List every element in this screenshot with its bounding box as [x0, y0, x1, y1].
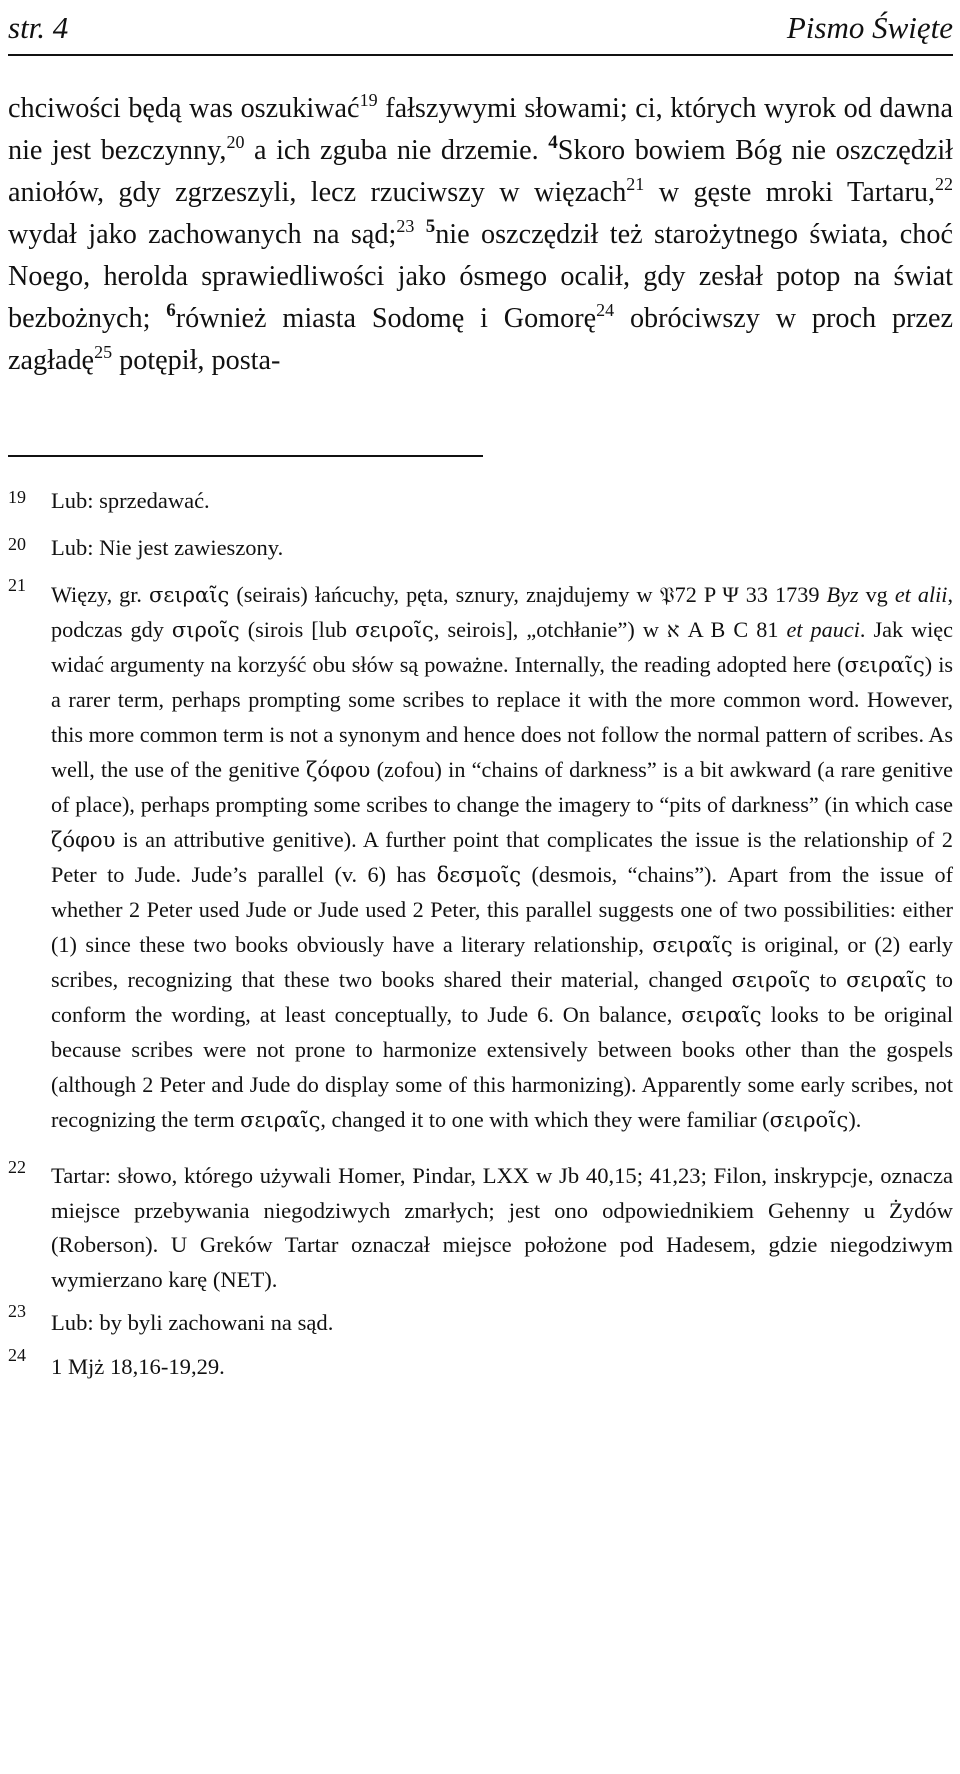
footnote-number: 21	[8, 575, 26, 595]
text-run: nie oszczędził też starożytnego świata, choć Noego, herolda sprawiedliwości jako ósmego ocalił, gdy zesłał potop na świat bezbożnych;	[8, 219, 954, 334]
text-run: chciwości będą was oszukiwać	[8, 93, 360, 124]
footnotes	[8, 477, 953, 1387]
footnote-ref-19[interactable]: 19	[359, 90, 378, 110]
main-text	[8, 88, 953, 382]
footnote-21	[8, 577, 953, 1137]
footnote-text: 1 Mjż 18,16-19,29.	[51, 1354, 225, 1379]
footnote-24	[8, 1347, 953, 1387]
text-run: wydał jako zachowanych na sąd;	[8, 219, 397, 250]
footnote-number: 19	[8, 487, 26, 507]
footnote-number: 23	[8, 1301, 26, 1321]
papyrus-symbol: 𝔓	[659, 582, 675, 607]
verse-number-5: 5	[425, 216, 436, 237]
footnote-text: Tartar: słowo, którego używali Homer, Pindar, LXX w Jb 40,15; 41,23; Filon, inskrypcje, oznacza miejsce przebywania niegodziwych zmarłych; jest ono odpowiednikiem Gehenny u Żydów (Roberson). U Greków Tartar oznaczał miejsce położone pod Hadesem, gdzie niegodziwym wymierzano karę (NET).	[51, 1163, 953, 1292]
page-header	[8, 0, 953, 56]
footnote-ref-23[interactable]: 23	[396, 216, 415, 236]
footnote-text: Lub: by byli zachowani na sąd.	[51, 1310, 334, 1335]
text-run: a ich zguba nie drzemie.	[244, 135, 549, 166]
footnote-divider	[8, 455, 483, 457]
footnote-ref-22[interactable]: 22	[935, 174, 953, 194]
footnote-text: Lub: sprzedawać.	[51, 488, 210, 513]
footnote-ref-25[interactable]: 25	[94, 342, 113, 362]
footnote-23	[8, 1303, 953, 1343]
aleph-symbol: א	[666, 617, 680, 642]
footnote-text: Więzy, gr. σειραῖς (seirais) łańcuchy, pęta, sznury, znajdujemy w 𝔓72 P Ψ 33 1739 Byz vg et alii, podczas gdy σιροῖς (sirois [lub σειροῖς, seirois], „otchłanie”) w א A B C 81 et pauci. Jak więc widać argumenty na korzyść obu słów są poważne. Internally, the reading adopted here (σειραῖς) is a rarer term, perhaps prompting some scribes to replace it with the more common word. However, this more common term is not a synonym and hence does not follow the normal pattern of scribes. As well, the use of the genitive ζόφου (zofou) in “chains of darkness” is a bit awkward (a rare genitive of place), perhaps prompting some scribes to change the imagery to “pits of darkness” (in which case ζόφου is an attributive genitive). A further point that complicates the issue is the relationship of 2 Peter to Jude. Jude’s parallel (v. 6) has δεσμοῖς (desmois, “chains”). Apart from the issue of whether 2 Peter used Jude or Jude used 2 Peter, this parallel suggests one of two possibilities: either (1) since these two books obviously have a literary relationship, σειραῖς is original, or (2) early scribes, recognizing that these two books shared their material, changed σειροῖς to σειραῖς to conform the wording, at least conceptually, to Jude 6. On balance, σειραῖς looks to be original because scribes were not prone to harmonize extensively between books other than the gospels (although 2 Peter and Jude do display some of this harmonizing). Apparently some early scribes, not recognizing the term σειραῖς, changed it to one with which they were familiar (σειροῖς).	[51, 582, 954, 1132]
verse-number-4: 4	[548, 132, 558, 153]
text-run: w gęste mroki Tartaru,	[644, 177, 935, 208]
footnote-20	[8, 524, 953, 571]
document-page	[8, 0, 953, 1774]
text-run: fałszywymi słowami; ci, których wyrok od dawna nie jest bezczynny,	[8, 93, 953, 166]
text-run: potępił, posta-	[112, 345, 281, 376]
text-run: również miasta Sodomę i Gomorę	[175, 303, 597, 334]
text-run: Skoro bowiem Bóg nie oszczędził aniołów, gdy zgrzeszyli, lecz rzuciwszy w więzach	[8, 135, 953, 208]
footnote-number: 20	[8, 534, 26, 554]
text-run: obróciwszy w proch przez zagładę	[8, 303, 953, 376]
verse-number-6: 6	[166, 300, 176, 321]
page-number: str. 4	[8, 10, 69, 45]
footnote-22	[8, 1159, 953, 1297]
footnote-19	[8, 477, 953, 524]
footnote-ref-20[interactable]: 20	[226, 132, 245, 152]
text-run	[414, 219, 425, 250]
footnote-text: Lub: Nie jest zawieszony.	[51, 535, 284, 560]
footnote-ref-24[interactable]: 24	[596, 300, 615, 320]
footnote-number: 22	[8, 1157, 26, 1177]
footnote-number: 24	[8, 1345, 26, 1365]
footnote-ref-21[interactable]: 21	[626, 174, 645, 194]
book-title: Pismo Święte	[786, 10, 953, 45]
